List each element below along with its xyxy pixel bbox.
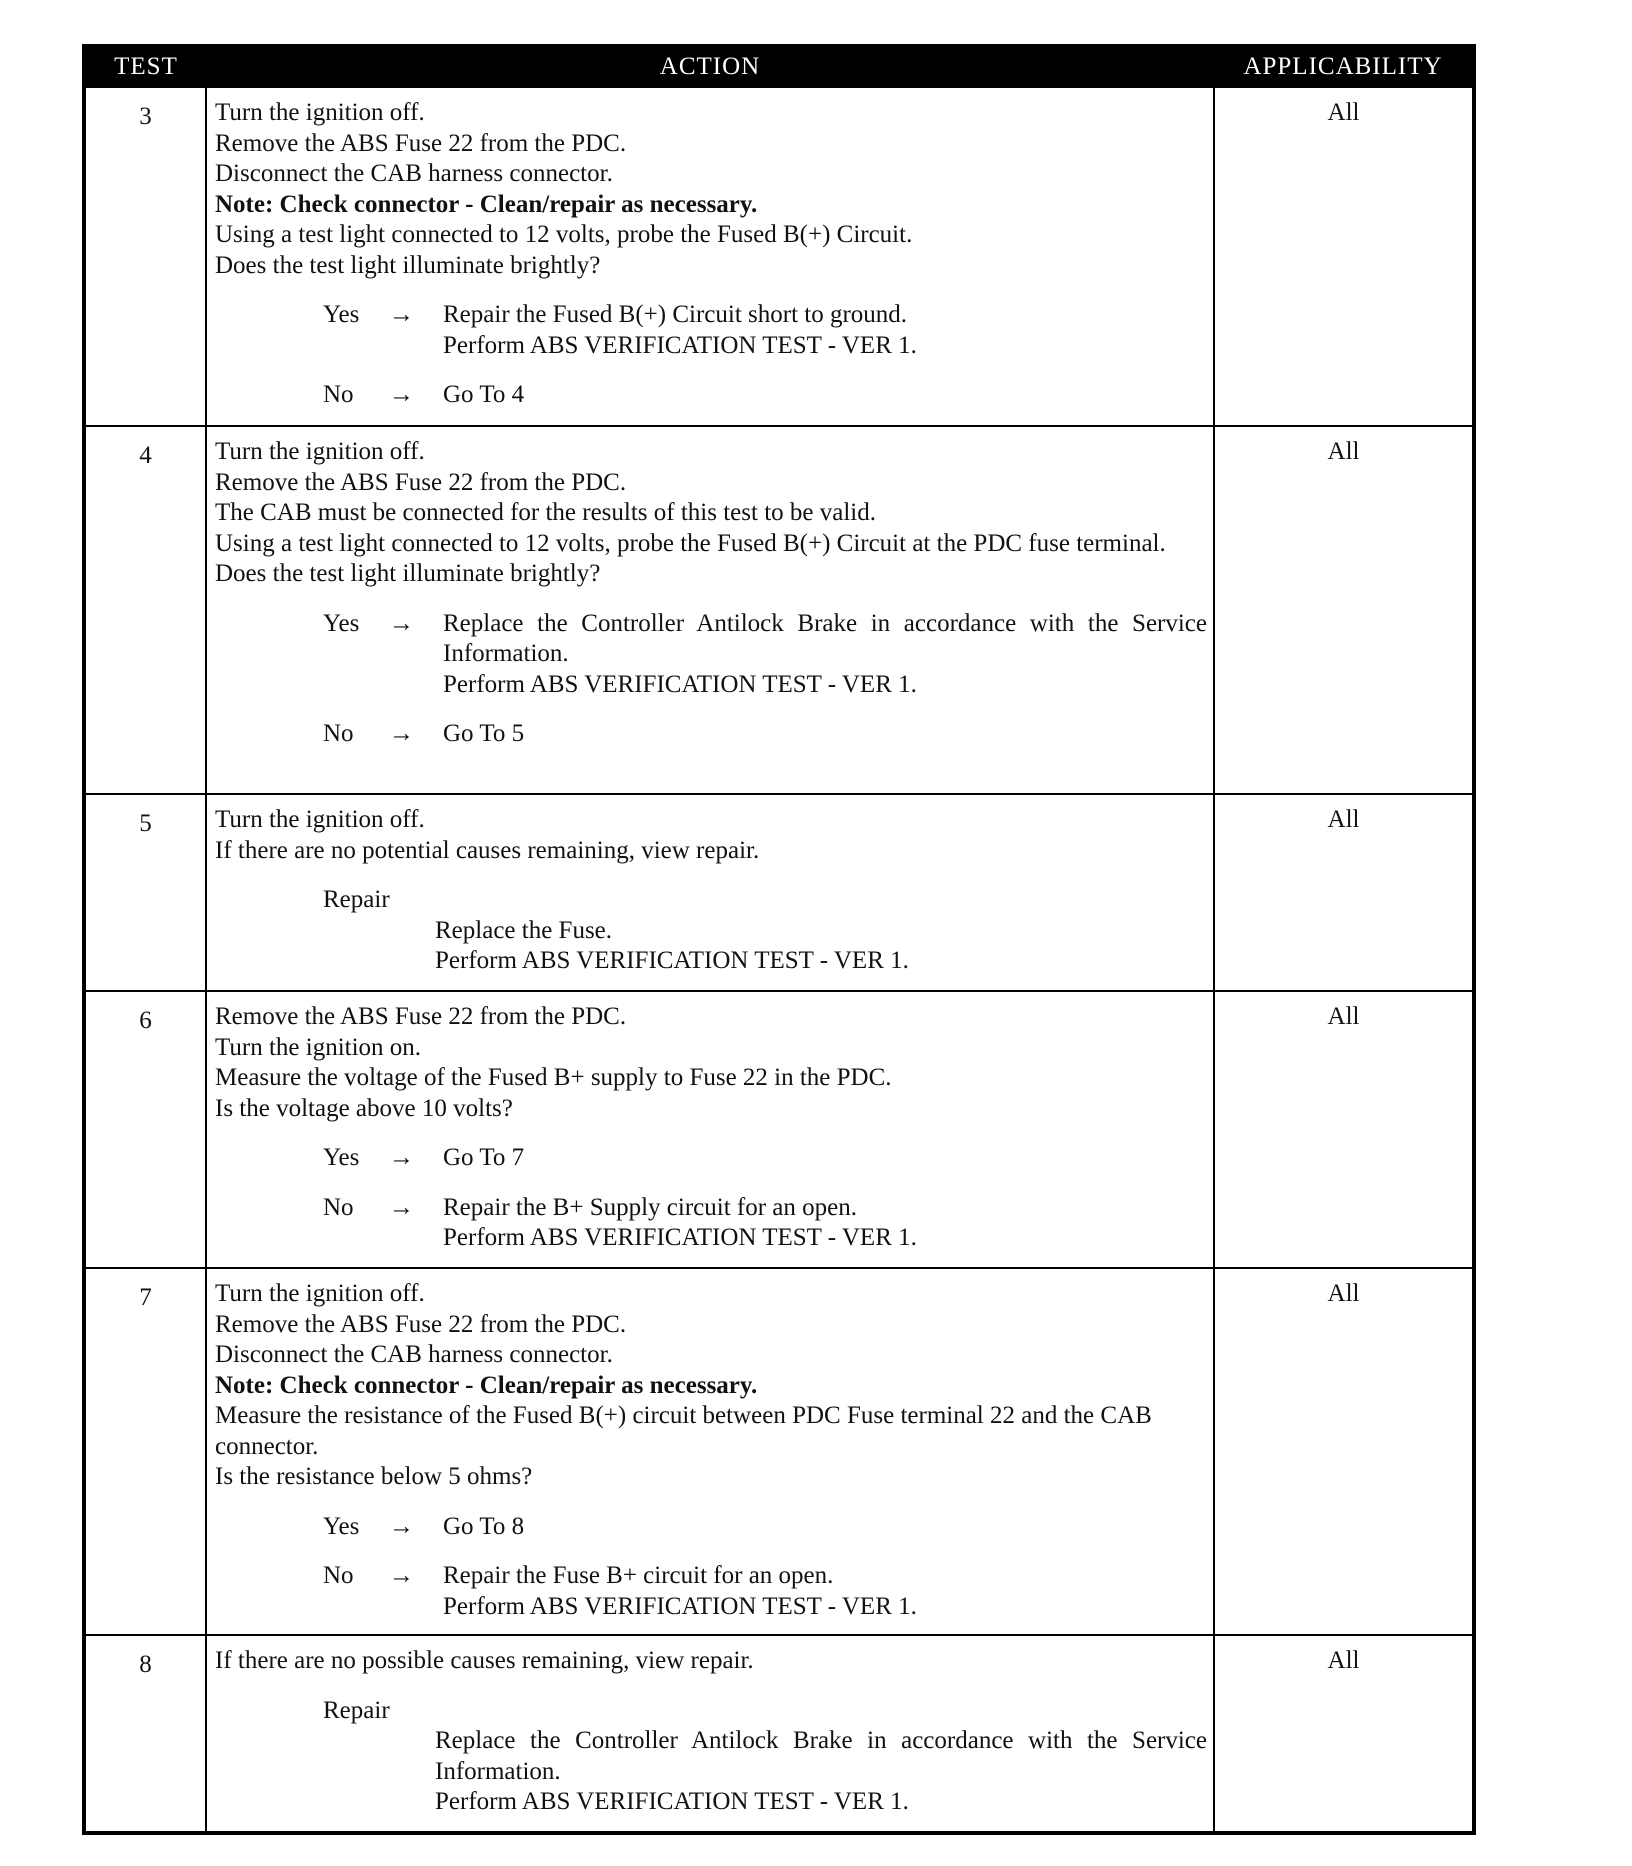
- instruction-line: If there are no possible causes remaining, view repair.: [215, 1647, 754, 1674]
- table-row: [84, 794, 1474, 991]
- instruction-line: Measure the voltage of the Fused B+ supply to Fuse 22 in the PDC.: [215, 1064, 892, 1091]
- branch-label: Yes: [323, 301, 360, 328]
- branch-label: No: [323, 1193, 354, 1221]
- instruction-line: Turn the ignition off.: [215, 806, 425, 833]
- arrow-icon: →: [389, 609, 414, 637]
- instruction-line: Remove the ABS Fuse 22 from the PDC.: [215, 1310, 627, 1338]
- arrow-icon: →: [389, 1144, 414, 1171]
- result-line: Go To 5: [443, 720, 525, 747]
- instruction-line: The CAB must be connected for the results of this test to be valid.: [215, 499, 876, 526]
- branch-label: No: [323, 381, 354, 408]
- result-line: Repair the Fuse B+ circuit for an open.: [443, 1562, 834, 1589]
- action-cell: [206, 991, 1214, 1268]
- result-line: Go To 7: [443, 1144, 525, 1171]
- table-row: [84, 1635, 1474, 1833]
- repair-line: Perform ABS VERIFICATION TEST - VER 1.: [435, 947, 909, 974]
- branch-result: [443, 300, 1207, 361]
- instruction-line: If there are no potential causes remaining, view repair.: [215, 836, 760, 864]
- repair-line: Perform ABS VERIFICATION TEST - VER 1.: [435, 1788, 909, 1815]
- result-line: Repair the Fused B(+) Circuit short to ground.: [443, 301, 908, 328]
- instruction-line: Measure the resistance of the Fused B(+) circuit between PDC Fuse terminal 22 and the CAB connector.: [215, 1402, 1152, 1460]
- instruction-line: Is the resistance below 5 ohms?: [215, 1463, 533, 1490]
- result-line: Perform ABS VERIFICATION TEST - VER 1.: [443, 1224, 917, 1251]
- applicability-value: All: [1214, 1268, 1474, 1635]
- repair-label: Repair: [323, 1696, 390, 1724]
- instruction-line: Turn the ignition off.: [215, 1280, 425, 1307]
- no-branch: [215, 1193, 1207, 1254]
- note-text: Note: Check connector - Clean/repair as necessary.: [215, 1371, 758, 1399]
- branch-label: No: [323, 1562, 354, 1589]
- branch-result: [443, 1512, 1207, 1543]
- action-cell: [206, 794, 1214, 991]
- applicability-value: All: [1214, 426, 1474, 794]
- action-cell: [206, 1635, 1214, 1833]
- repair-line: Replace the Fuse.: [435, 916, 613, 944]
- instruction-line: Does the test light illuminate brightly?: [215, 251, 601, 279]
- yes-branch: [215, 300, 1207, 361]
- no-branch: [215, 719, 1207, 750]
- applicability-value: All: [1214, 991, 1474, 1268]
- arrow-icon: →: [389, 381, 414, 408]
- test-number: 7: [84, 1268, 206, 1635]
- test-number: 5: [84, 794, 206, 991]
- branch-label: Yes: [323, 1144, 360, 1171]
- no-branch: [215, 1561, 1207, 1622]
- diagnostic-test-table: [82, 44, 1476, 1835]
- instruction-line: Disconnect the CAB harness connector.: [215, 1341, 613, 1368]
- arrow-icon: →: [389, 1193, 414, 1221]
- result-line: Replace the Controller Antilock Brake in accordance with the Service Information.: [443, 609, 1207, 667]
- result-line: Perform ABS VERIFICATION TEST - VER 1.: [443, 331, 917, 359]
- instruction-line: Remove the ABS Fuse 22 from the PDC.: [215, 1003, 627, 1030]
- arrow-icon: →: [389, 1562, 414, 1589]
- branch-label: No: [323, 720, 354, 747]
- result-line: Repair the B+ Supply circuit for an open.: [443, 1193, 858, 1221]
- result-line: Go To 4: [443, 381, 525, 408]
- applicability-value: All: [1214, 1635, 1474, 1833]
- applicability-value: All: [1214, 87, 1474, 426]
- table-row: [84, 1268, 1474, 1635]
- table-header-row: [84, 46, 1474, 87]
- branch-result: [443, 380, 1207, 411]
- instruction-line: Is the voltage above 10 volts?: [215, 1094, 513, 1122]
- table-row: [84, 426, 1474, 794]
- test-number: 4: [84, 426, 206, 794]
- yes-branch: [215, 1512, 1207, 1543]
- instruction-line: Turn the ignition off.: [215, 99, 425, 126]
- action-cell: [206, 426, 1214, 794]
- instruction-line: Disconnect the CAB harness connector.: [215, 160, 613, 187]
- repair-line: Replace the Controller Antilock Brake in accordance with the Service Information.: [435, 1727, 1207, 1785]
- action-cell: [206, 87, 1214, 426]
- table-row: [84, 87, 1474, 426]
- branch-result: [443, 1193, 1207, 1254]
- instruction-line: Turn the ignition off.: [215, 438, 425, 465]
- test-number: 8: [84, 1635, 206, 1833]
- no-branch: [215, 380, 1207, 411]
- action-cell: [206, 1268, 1214, 1635]
- instruction-line: Remove the ABS Fuse 22 from the PDC.: [215, 129, 627, 157]
- result-line: Perform ABS VERIFICATION TEST - VER 1.: [443, 1592, 917, 1620]
- applicability-value: All: [1214, 794, 1474, 991]
- test-number: 6: [84, 991, 206, 1268]
- table-row: [84, 991, 1474, 1268]
- result-line: Perform ABS VERIFICATION TEST - VER 1.: [443, 670, 917, 698]
- table-body: [84, 87, 1474, 1833]
- branch-result: [443, 609, 1207, 701]
- instruction-line: Turn the ignition on.: [215, 1033, 422, 1061]
- branch-label: Yes: [323, 1512, 360, 1540]
- branch-result: [443, 1143, 1207, 1174]
- header-applicability: APPLICABILITY: [1214, 46, 1474, 87]
- header-test: TEST: [84, 46, 206, 87]
- repair-label: Repair: [323, 886, 390, 913]
- branch-result: [443, 719, 1207, 750]
- note-text: Note: Check connector - Clean/repair as necessary.: [215, 190, 758, 218]
- branch-label: Yes: [323, 609, 360, 637]
- arrow-icon: →: [389, 301, 414, 328]
- arrow-icon: →: [389, 1512, 414, 1540]
- test-number: 3: [84, 87, 206, 426]
- instruction-line: Using a test light connected to 12 volts, probe the Fused B(+) Circuit at the PDC fuse terminal.: [215, 529, 1166, 557]
- instruction-line: Remove the ABS Fuse 22 from the PDC.: [215, 468, 627, 496]
- yes-branch: [215, 1143, 1207, 1174]
- header-action: ACTION: [206, 46, 1214, 87]
- repair-block: [215, 1696, 1207, 1818]
- yes-branch: [215, 609, 1207, 701]
- arrow-icon: →: [389, 720, 414, 747]
- branch-result: [443, 1561, 1207, 1622]
- instruction-line: Using a test light connected to 12 volts, probe the Fused B(+) Circuit.: [215, 221, 913, 248]
- repair-block: [215, 885, 1207, 977]
- result-line: Go To 8: [443, 1512, 525, 1540]
- instruction-line: Does the test light illuminate brightly?: [215, 560, 601, 587]
